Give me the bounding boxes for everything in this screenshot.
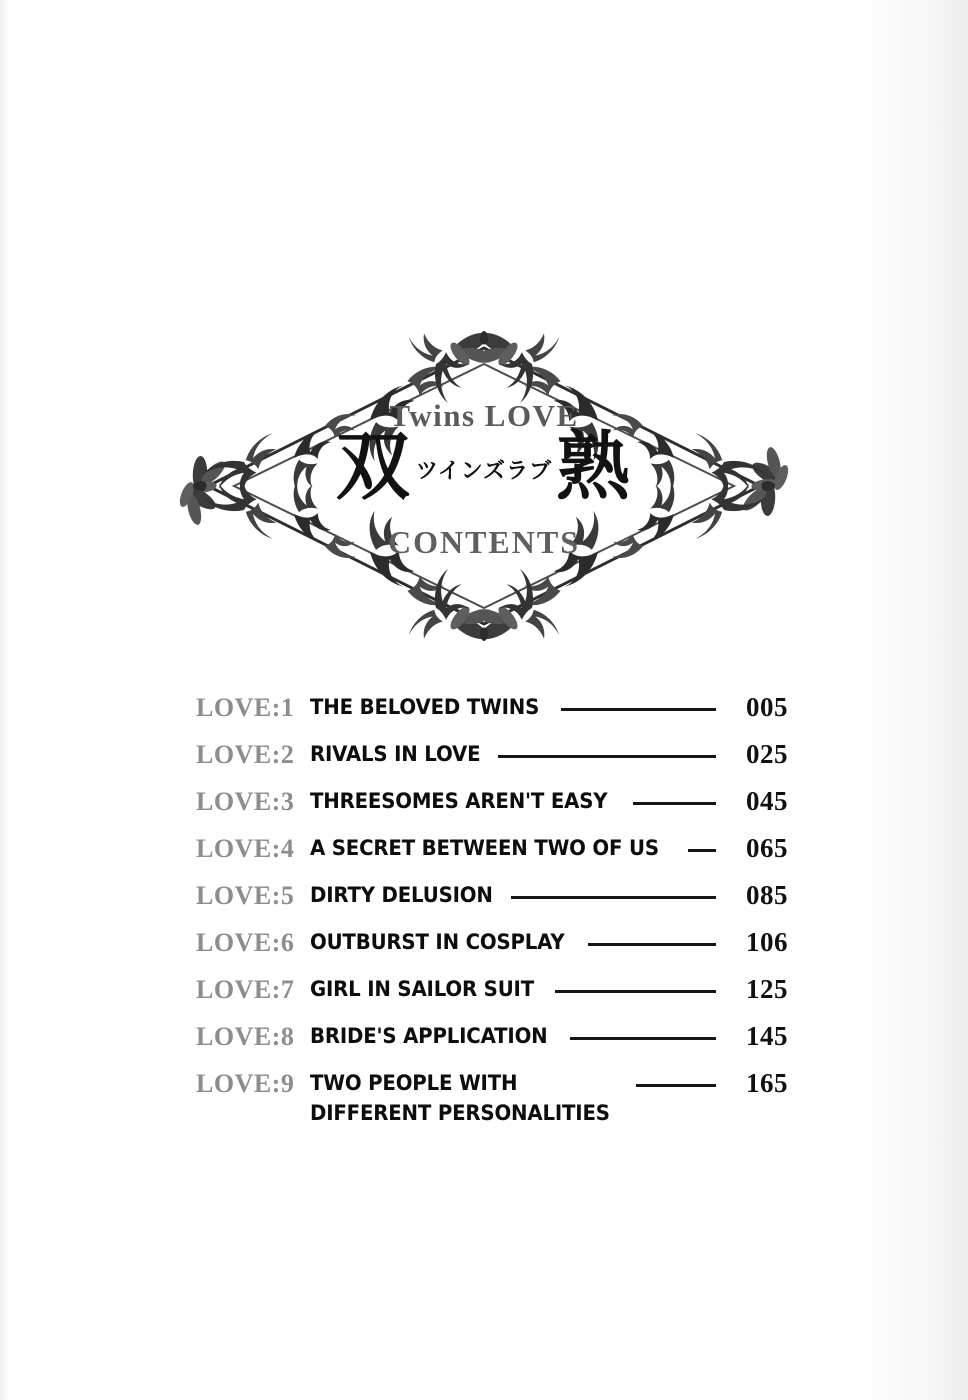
toc-entry-title: THE BELOVED TWINS (310, 695, 540, 719)
toc-entry[interactable] (196, 974, 788, 1010)
toc-entry-title: GIRL IN SAILOR SUIT (310, 977, 534, 1001)
toc-leader-line (570, 1021, 716, 1051)
toc-leader-line (561, 692, 716, 722)
toc-entry[interactable] (196, 1068, 788, 1130)
toc-entry-title: OUTBURST IN COSPLAY (310, 930, 565, 954)
toc-entry-title: THREESOMES AREN'T EASY (310, 789, 608, 813)
toc-entry[interactable] (196, 739, 788, 775)
toc-entry-title-line2: DIFFERENT PERSONALITIES (310, 1101, 610, 1125)
toc-leader-line (688, 833, 716, 863)
toc-entry-title: TWO PEOPLE WITH (310, 1071, 518, 1095)
table-of-contents (196, 692, 788, 1141)
toc-entry[interactable] (196, 880, 788, 916)
toc-entry-label: LOVE:3 (196, 787, 295, 816)
toc-entry-label: LOVE:6 (196, 928, 295, 957)
toc-leader-line (511, 880, 716, 910)
toc-entry-label: LOVE:5 (196, 881, 295, 910)
toc-entry-title: DIRTY DELUSION (310, 883, 493, 907)
toc-leader-line (633, 786, 716, 816)
toc-entry-label: LOVE:1 (196, 693, 295, 722)
toc-entry[interactable] (196, 692, 788, 728)
emblem-kanji-left: 双 (335, 424, 412, 510)
toc-entry-page: 165 (746, 1068, 788, 1098)
toc-entry-label: LOVE:2 (196, 740, 295, 769)
toc-entry-page: 045 (746, 786, 788, 816)
toc-leader-line (588, 927, 716, 957)
toc-entry-title: RIVALS IN LOVE (310, 742, 481, 766)
toc-entry-page: 085 (746, 880, 788, 910)
toc-leader-line (498, 739, 716, 769)
toc-entry[interactable] (196, 1021, 788, 1057)
toc-entry-page: 005 (746, 692, 788, 722)
toc-entry-label: LOVE:9 (196, 1069, 295, 1098)
toc-leader-line (555, 974, 716, 1004)
toc-entry[interactable] (196, 927, 788, 963)
toc-entry-title: BRIDE'S APPLICATION (310, 1024, 548, 1048)
toc-entry-page: 065 (746, 833, 788, 863)
toc-entry[interactable] (196, 833, 788, 869)
toc-entry-title: A SECRET BETWEEN TWO OF US (310, 836, 659, 860)
toc-leader-line (636, 1068, 716, 1098)
emblem-kana: ツインズラブ (415, 458, 553, 484)
toc-entry-page: 106 (746, 927, 788, 957)
toc-entry-page: 025 (746, 739, 788, 769)
toc-entry-page: 125 (746, 974, 788, 1004)
toc-entry[interactable] (196, 786, 788, 822)
toc-entry-page: 145 (746, 1021, 788, 1051)
emblem-ornament-icon (174, 312, 794, 660)
toc-entry-label: LOVE:4 (196, 834, 295, 863)
toc-entry-label: LOVE:7 (196, 975, 295, 1004)
emblem-kanji-right: 熟 (556, 424, 633, 510)
title-emblem (174, 312, 794, 660)
emblem-contents-text: CONTENTS (387, 524, 581, 560)
emblem-top-text: Twins LOVE (389, 398, 579, 433)
page-edge-shading (0, 0, 10, 1400)
toc-entry-label: LOVE:8 (196, 1022, 295, 1051)
